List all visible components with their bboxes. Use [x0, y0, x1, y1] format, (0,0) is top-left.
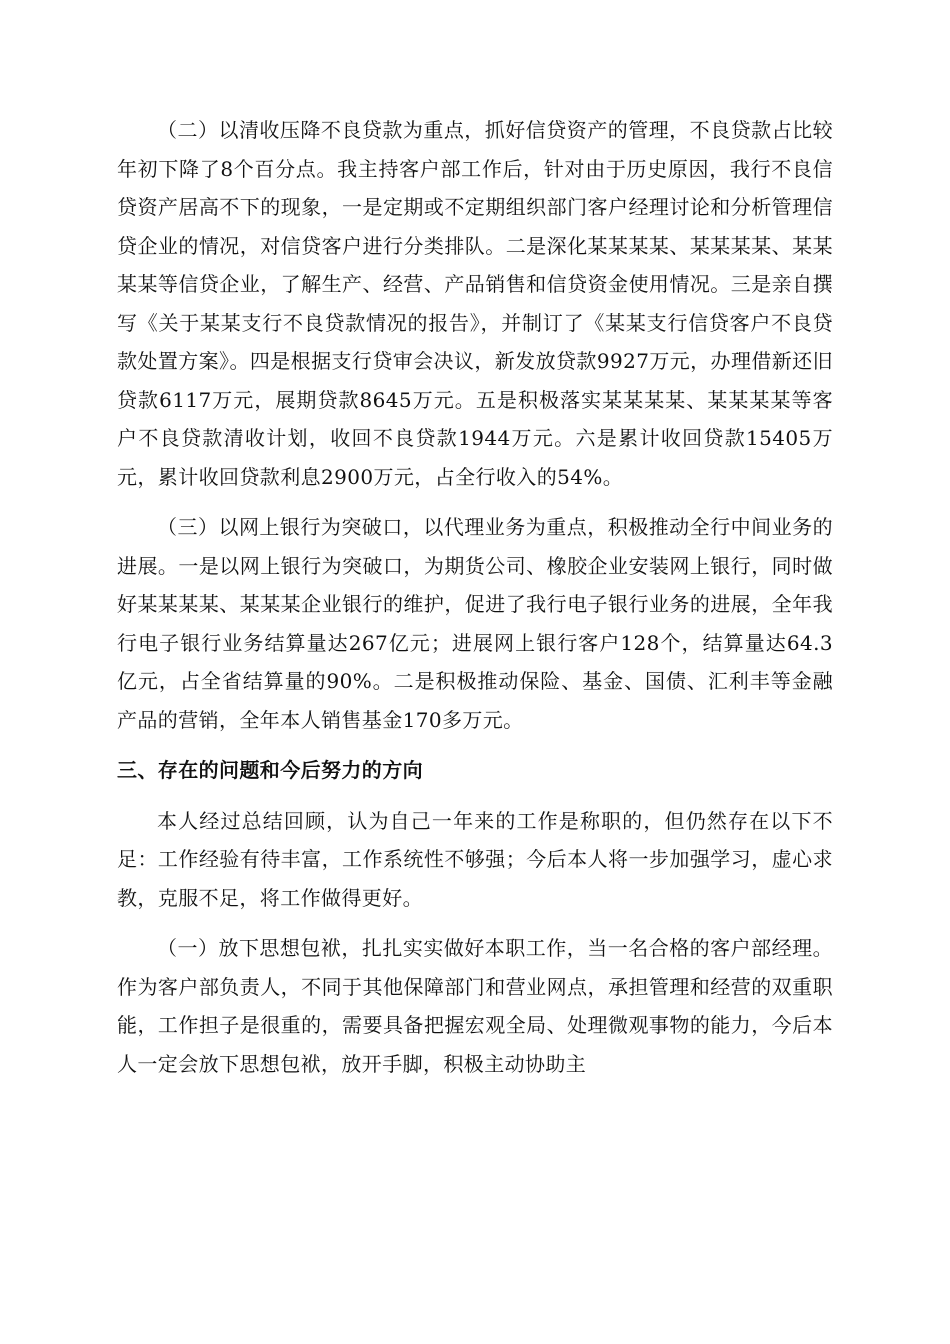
paragraph-summary: 本人经过总结回顾，认为自己一年来的工作是称职的，但仍然存在以下不足：工作经验有待丰富，工作系统性不够强；今后本人将一步加强学习，虚心求教，克服不足，将工作做得更好。 — [117, 808, 833, 910]
paragraph-loan-management: （二）以清收压降不良贷款为重点，抓好信贷资产的管理，不良贷款占比较年初下降了8个百分点。我主持客户部工作后，针对由于历史原因，我行不良信贷资产居高不下的现象，一是定期或不定期组织部门客户经理讨论和分析管理信贷企业的情况，对信贷客户进行分类排队。二是深化某某某某、某某某某、某某某某等信贷企业，了解生产、经营、产品销售和信贷资金使用情况。三是亲自撰写《关于某某支行不良贷款情况的报告》，并制订了《某某支行信贷客户不良贷款处置方案》。四是根据支行贷审会决议，新发放贷款9927万元，办理借新还旧贷款6117万元，展期贷款8645万元。五是积极落实某某某某、某某某某等客户不良贷款清收计划，收回不良贷款1944万元。六是累计收回贷款15405万元，累计收回贷款利息2900万元，占全行收入的54%。 — [117, 118, 833, 489]
paragraph-online-banking: （三）以网上银行为突破口，以代理业务为重点，积极推动全行中间业务的进展。一是以网上银行为突破口，为期货公司、橡胶企业安装网上银行，同时做好某某某某、某某某企业银行的维护，促进了我行电子银行业务的进展，全年我行电子银行业务结算量达267亿元；进展网上银行客户128个，结算量达64.3亿元，占全省结算量的90%。二是积极推动保险、基金、国债、汇利丰等金融产品的营销，全年本人销售基金170多万元。 — [117, 515, 833, 732]
paragraph-improvement: （一）放下思想包袱，扎扎实实做好本职工作，当一名合格的客户部经理。作为客户部负责人，不同于其他保障部门和营业网点，承担管理和经营的双重职能，工作担子是很重的，需要具备把握宏观全局、处理微观事物的能力，今后本人一定会放下思想包袱，放开手脚，积极主动协助主 — [117, 936, 833, 1076]
section-heading: 三、存在的问题和今后努力的方向 — [117, 758, 423, 782]
document-page — [117, 111, 833, 1083]
